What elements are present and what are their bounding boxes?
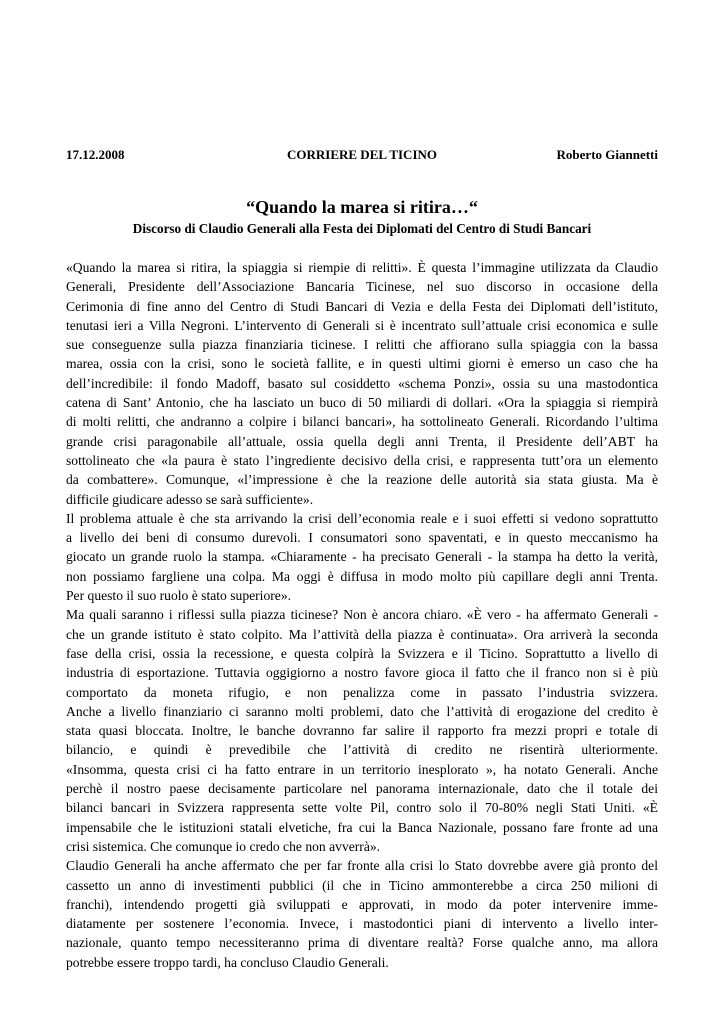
- body-line: nazionale, quanto tempo necessiteranno prima di diventare realtà? Forse qualche anno, ma allora: [66, 935, 658, 951]
- article-header: [66, 147, 658, 165]
- body-line: comportato da moneta rifugio, e non penalizza come in passato l’industria svizzera.: [66, 684, 658, 700]
- body-line: catena di Sant’ Antonio, che ha lasciato un buco di 50 miliardi di dollari. «Ora la spiaggia si riempirà: [66, 395, 658, 411]
- body-line: Il problema attuale è che sta arrivando la crisi dell’economia reale e i suoi effetti si vedono soprattutto: [66, 510, 658, 526]
- body-line: grande crisi paragonabile all’attuale, ossia quella degli anni Trenta, il Presidente dell’ABT ha: [66, 433, 658, 449]
- body-line: Ma quali saranno i riflessi sulla piazza ticinese? Non è ancora chiaro. «È vero - ha affermato Generali -: [66, 607, 658, 623]
- newspaper-name: CORRIERE DEL TICINO: [286, 147, 438, 162]
- body-line: potrebbe essere troppo tardi, ha concluso Claudio Generali.: [66, 954, 389, 970]
- article-date: 17.12.2008: [66, 147, 125, 162]
- body-line: industria di esportazione. Tuttavia oggigiorno a nostro favore gioca il fatto che il franco non si è più: [66, 665, 658, 681]
- body-line: da combattere». Comunque, «l’impressione è che la reazione delle autorità sia stata giusta. Ma è: [66, 472, 658, 488]
- body-line: Claudio Generali ha anche affermato che per far fronte alla crisi lo Stato dovrebbe avere già pronto del: [66, 858, 658, 874]
- body-line: bilanci bancari in Svizzera rappresenta sette volte Pil, contro solo il 70-80% negli Stati Uniti. «È: [66, 800, 658, 816]
- body-line: diatamente per sostenere l’economia. Invece, i mastodontici piani di intervento a livello inter-: [66, 916, 658, 932]
- body-line: Anche a livello finanziario ci saranno molti problemi, dato che l’attività di erogazione del credito è: [66, 703, 658, 719]
- body-line: non possiamo fargliene una colpa. Ma oggi è diffusa in modo molto più capillare degli anni Trenta.: [66, 568, 658, 584]
- body-line: di molti relitti, che andranno a colpire i bilanci bancari», ha sottolineato Generali. Ricordando l’ultima: [66, 414, 658, 430]
- article-subtitle: Discorso di Claudio Generali alla Festa dei Diplomati del Centro di Studi Bancari: [132, 221, 592, 236]
- body-line: a livello dei beni di consumo durevoli. I consumatori sono spaventati, e in questo meccanismo ha: [66, 530, 658, 546]
- body-line: dell’incredibile: il fondo Madoff, basato sul cosiddetto «schema Ponzi», ossia su una mastodontica: [66, 375, 658, 391]
- body-line: crisi sistemica. Che comunque io credo che non avverrà».: [66, 838, 381, 854]
- body-line: sue conseguenze sulla piazza finanziaria ticinese. I relitti che affiorano sulla spiaggia con la bassa: [66, 337, 658, 353]
- body-line: Per questo il suo ruolo è stato superiore».: [66, 588, 292, 604]
- body-line: che un grande istituto è stato colpito. Ma l’attività della piazza è continuata». Ora arriverà la seconda: [66, 626, 658, 642]
- body-line: impensabile che le istituzioni statali elvetiche, fra cui la Banca Nazionale, possano fare fronte ad una: [66, 819, 658, 835]
- body-line: bilancio, e quindi è prevedibile che l’attività di credito ne risentirà ulteriormente.: [66, 742, 658, 758]
- body-line: Cerimonia di fine anno del Centro di Studi Bancari di Vezia e della Festa dei Diplomati dell’istituto,: [66, 298, 658, 314]
- body-line: marea, ossia con la crisi, sono le società fallite, e in questi ultimi giorni è emerso un caso che ha: [66, 356, 658, 372]
- body-line: difficile giudicare adesso se sarà sufficiente».: [66, 491, 314, 507]
- body-line: fase della crisi, ossia la recessione, e questa colpirà la Svizzera e il Ticino. Soprattutto a livello di: [66, 645, 658, 661]
- body-line: giocato un grande ruolo la stampa. «Chiaramente - ha precisato Generali - la stampa ha detto la verità,: [66, 549, 658, 565]
- body-line: stata quasi bloccata. Inoltre, le banche dovranno far salire il rapporto fra mezzi propri e totale di: [66, 723, 658, 739]
- body-line: perchè il nostro paese decisamente particolare nel panorama internazionale, dato che il totale dei: [66, 781, 658, 797]
- body-line: «Insomma, questa crisi ci ha fatto entrare in un territorio inesplorato », ha notato Generali. Anche: [66, 761, 658, 777]
- body-line: «Quando la marea si ritira, la spiaggia si riempie di relitti». È questa l’immagine utilizzata da Claudio: [66, 260, 658, 275]
- article-title: “Quando la marea si ritira…“: [246, 197, 478, 217]
- body-line: sottolineato che «la paura è stato l’ingrediente decisivo della crisi, e rappresenta tutt’ora un elemento: [66, 452, 658, 468]
- article-body: [66, 258, 658, 972]
- article-author: Roberto Giannetti: [556, 147, 658, 162]
- body-line: tenutasi ieri a Villa Negroni. L’intervento di Generali si è incentrato sull’attuale crisi economica e sulle: [66, 317, 658, 333]
- body-line: Generali, Presidente dell’Associazione Bancaria Ticinese, nel suo discorso in occasione della: [66, 279, 658, 295]
- body-line: franchi), intendendo progetti già sviluppati e approvati, in modo da poter intervenire imme-: [66, 896, 658, 912]
- body-line: cassetto un anno di investimenti pubblici (il che in Ticino ammonterebbe a circa 250 milioni di: [66, 877, 658, 893]
